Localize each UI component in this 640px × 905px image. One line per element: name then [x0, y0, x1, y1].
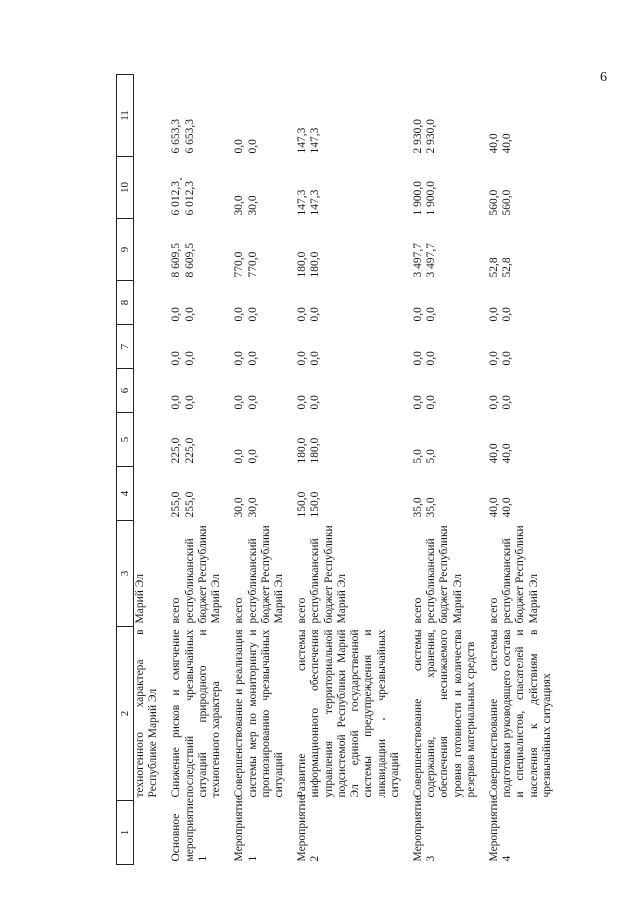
value: 0,0 — [488, 395, 501, 410]
value: 0,0 — [488, 307, 501, 322]
value: 0,0 — [501, 395, 514, 410]
value: 0,0 — [183, 351, 196, 366]
value: 1 900,0 — [425, 181, 438, 216]
value: 0,0 — [170, 307, 183, 322]
value: 0,0 — [309, 351, 322, 366]
value: 0,0 — [425, 395, 438, 410]
value: 0,0 — [233, 307, 246, 322]
value: 0,0 — [425, 307, 438, 322]
source-line: всего — [296, 597, 309, 624]
row-sources — [412, 521, 488, 627]
value: 40,0 — [501, 443, 514, 464]
value: 52,8 — [488, 257, 501, 278]
value: 6 012,3 — [170, 181, 183, 216]
value: 180,0 — [296, 437, 309, 464]
value: 147,3 — [309, 189, 322, 216]
row-code: Мероприятие 3 — [411, 795, 438, 862]
col-header: 4 — [117, 467, 134, 521]
value: 0,0 — [246, 449, 259, 464]
col-header: 6 — [117, 369, 134, 413]
value: 0,0 — [233, 139, 246, 154]
value: 0,0 — [233, 395, 246, 410]
value: 40,0 — [501, 133, 514, 154]
table-row-continuation — [134, 75, 171, 865]
value: 560,0 — [501, 189, 514, 216]
col-header: 9 — [117, 219, 134, 281]
source-line: республиканский бюджет Республики Марий Эл — [309, 525, 348, 624]
value: 40,0 — [488, 497, 501, 518]
row-name: техногенного характера в Республике Марий Эл — [134, 629, 160, 798]
col-header: 3 — [117, 521, 134, 627]
row-name: Снижение рисков и смягчение последствий чрезвычайных ситуаций природного и техногенного характера — [170, 629, 223, 798]
value: 0,0 — [296, 307, 309, 322]
value: 0,0 — [501, 351, 514, 366]
value: 2 930,0 — [425, 119, 438, 154]
value: 0,0 — [411, 307, 424, 322]
value: 35,0 — [411, 497, 424, 518]
value: 30,0 — [246, 497, 259, 518]
row-sources — [233, 521, 296, 627]
table-row — [412, 75, 488, 865]
value: 0,0 — [233, 449, 246, 464]
value: 150,0 — [309, 491, 322, 518]
value: 225,0 — [183, 437, 196, 464]
value: 1 900,0 — [411, 181, 424, 216]
value: 6 012,3 — [183, 181, 196, 216]
row-sources — [296, 521, 412, 627]
value: 0,0 — [183, 395, 196, 410]
value: 180,0 — [309, 251, 322, 278]
value: 0,0 — [488, 351, 501, 366]
col-header: 5 — [117, 413, 134, 467]
value: 40,0 — [488, 133, 501, 154]
value: 52,8 — [501, 257, 514, 278]
row-sources — [170, 521, 233, 627]
row-code: Мероприятие 4 — [488, 795, 514, 862]
row-code: Мероприятие 2 — [296, 795, 322, 862]
page-number: 6 — [600, 70, 607, 85]
source-line: всего — [233, 597, 246, 624]
value: 255,0 — [170, 491, 183, 518]
value: 180,0 — [309, 437, 322, 464]
value: 40,0 — [501, 497, 514, 518]
table-row — [233, 75, 296, 865]
value: 150,0 — [296, 491, 309, 518]
col-header: 8 — [117, 281, 134, 325]
value: 0,0 — [501, 307, 514, 322]
col-header: 10 — [117, 157, 134, 219]
value: 225,0 — [170, 437, 183, 464]
value: 30,0 — [246, 195, 259, 216]
table-row — [488, 75, 564, 865]
value: 147,3 — [296, 189, 309, 216]
program-funding-table — [116, 74, 564, 865]
value: 180,0 — [296, 251, 309, 278]
value: 0,0 — [246, 351, 259, 366]
row-name: Совершенствование и реализация системы мер по мониторингу и прогнозированию чрезвычайных ситуаций — [233, 629, 285, 798]
source-line: республиканский бюджет Республики Марий Эл — [501, 525, 540, 624]
col-header: 2 — [117, 627, 134, 801]
value: 35,0 — [425, 497, 438, 518]
source-line: всего — [488, 597, 501, 624]
value: 0,0 — [425, 351, 438, 366]
row-name: Совершенствование системы содержания, хранения, обеспечения неснижаемого уровня готовности и количества резервов материальных средств — [411, 629, 477, 798]
source-line: республиканский бюджет Республики Марий Эл — [183, 525, 223, 624]
value: 0,0 — [246, 395, 259, 410]
value: 0,0 — [411, 351, 424, 366]
value: 6 653,3 — [183, 119, 196, 154]
value: 0,0 — [233, 351, 246, 366]
col-header: 7 — [117, 325, 134, 369]
value: 0,0 — [183, 307, 196, 322]
value: 30,0 — [233, 497, 246, 518]
value: 0,0 — [246, 307, 259, 322]
value: 0,0 — [170, 395, 183, 410]
value: 40,0 — [488, 443, 501, 464]
value: 3 497,7 — [411, 243, 424, 278]
value: 0,0 — [170, 351, 183, 366]
row-sources — [488, 521, 564, 627]
value: 2 930,0 — [411, 119, 424, 154]
row-name: Развитие системы информационного обеспечения управления территориальной подсистемой Республики Марий Эл единой государственной системы предупреждения и ликвидации чрезвычайных ситуаций — [296, 629, 401, 798]
col-header: 1 — [117, 801, 134, 865]
value: 147,3 — [296, 127, 309, 154]
value: 5,0 — [425, 449, 438, 464]
table-row — [296, 75, 412, 865]
table-row — [170, 75, 233, 865]
value: 0,0 — [411, 395, 424, 410]
col-header: 11 — [117, 75, 134, 157]
value: 0,0 — [309, 395, 322, 410]
value: 6 653,3 — [170, 119, 183, 154]
source-line: республиканский бюджет Республики Марий Эл — [425, 525, 464, 624]
value: 3 497,7 — [425, 243, 438, 278]
value: 560,0 — [488, 189, 501, 216]
value: 30,0 — [233, 195, 246, 216]
value: 5,0 — [411, 449, 424, 464]
source-line: республиканский бюджет Республики Марий Эл — [246, 525, 285, 624]
row-code: Основное мероприятие 1 — [170, 797, 209, 862]
value: 8 609,5 — [183, 243, 196, 278]
value: 770,0 — [233, 251, 246, 278]
value: 8 609,5 — [170, 243, 183, 278]
value: 0,0 — [309, 307, 322, 322]
rotated-table-frame — [116, 75, 624, 865]
value: 255,0 — [183, 491, 196, 518]
value: 0,0 — [296, 395, 309, 410]
source-line: всего — [411, 597, 424, 624]
row-name: Совершенствование системы подготовки руководящего состава и специалистов, спасателей и населения к действиям в чрезвычайных ситуациях — [488, 629, 553, 798]
value: 0,0 — [246, 139, 259, 154]
value: 770,0 — [246, 251, 259, 278]
value: 0,0 — [296, 351, 309, 366]
row-source: Марий Эл — [134, 574, 146, 624]
value: 147,3 — [309, 127, 322, 154]
column-number-header — [117, 75, 134, 865]
source-line: всего — [170, 597, 183, 624]
row-code: Мероприятие 1 — [233, 795, 259, 862]
